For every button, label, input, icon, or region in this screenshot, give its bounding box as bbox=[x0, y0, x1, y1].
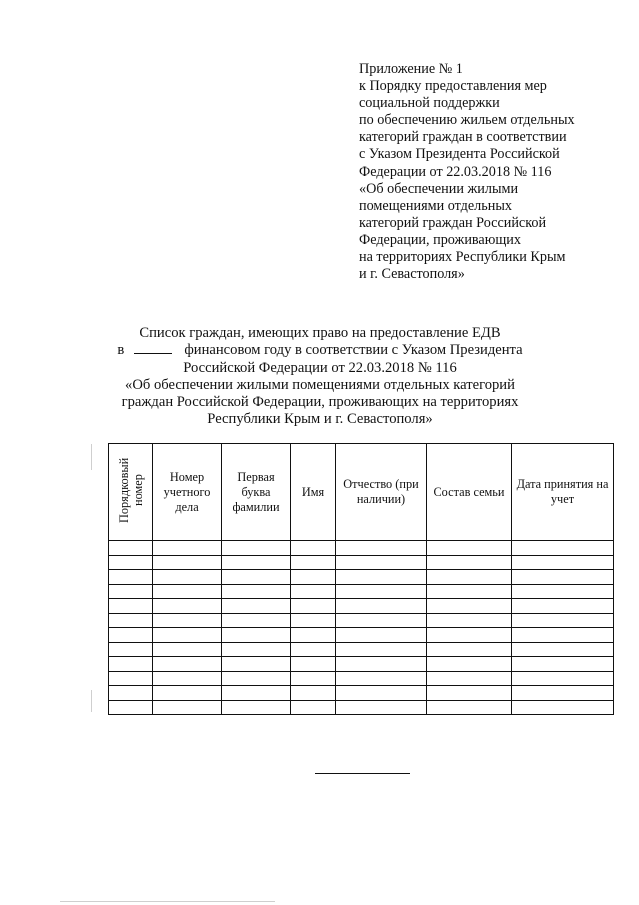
table-cell bbox=[336, 541, 427, 556]
table-cell bbox=[109, 628, 153, 643]
table-cell bbox=[336, 671, 427, 686]
table-cell bbox=[512, 657, 614, 672]
table-cell bbox=[427, 686, 512, 701]
table-cell bbox=[427, 628, 512, 643]
table-cell bbox=[291, 584, 336, 599]
scan-edge-mark bbox=[91, 690, 92, 712]
table-cell bbox=[427, 570, 512, 585]
column-header: Состав семьи bbox=[427, 444, 512, 541]
table-row bbox=[109, 570, 614, 585]
table-cell bbox=[222, 671, 291, 686]
table-row bbox=[109, 671, 614, 686]
table-cell bbox=[109, 541, 153, 556]
table-cell bbox=[427, 599, 512, 614]
column-header: Дата принятия на учет bbox=[512, 444, 614, 541]
table-cell bbox=[109, 657, 153, 672]
table-cell bbox=[153, 642, 222, 657]
title-line: Список граждан, имеющих право на предоставление ЕДВ bbox=[139, 325, 501, 341]
table-cell bbox=[222, 584, 291, 599]
table-cell bbox=[222, 570, 291, 585]
appendix-line: по обеспечению жильем отдельных bbox=[359, 112, 575, 129]
table-cell bbox=[222, 686, 291, 701]
table-cell bbox=[109, 671, 153, 686]
title-line: граждан Российской Федерации, проживающих на территориях bbox=[121, 394, 519, 411]
appendix-line: помещениями отдельных bbox=[359, 197, 512, 214]
appendix-line: Федерации от 22.03.2018 № 116 bbox=[359, 163, 552, 180]
title-line: Российской Федерации от 22.03.2018 № 116 bbox=[183, 359, 457, 376]
table-cell bbox=[336, 570, 427, 585]
table-row bbox=[109, 541, 614, 556]
table-cell bbox=[222, 599, 291, 614]
appendix-line: к Порядку предоставления мер bbox=[359, 78, 547, 95]
table-cell bbox=[512, 599, 614, 614]
appendix-line: категорий граждан Российской bbox=[359, 214, 547, 231]
table-header-row bbox=[109, 444, 614, 541]
table-cell bbox=[291, 613, 336, 628]
table-cell bbox=[109, 700, 153, 715]
table-cell bbox=[427, 700, 512, 715]
table-cell bbox=[109, 613, 153, 628]
table-cell bbox=[222, 642, 291, 657]
title-line: Республики Крым и г. Севастополя» bbox=[207, 411, 433, 428]
table-body bbox=[109, 541, 614, 715]
title-prefix: в bbox=[117, 342, 125, 359]
table-row bbox=[109, 686, 614, 701]
column-header: Первая буква фамилии bbox=[222, 444, 291, 541]
appendix-line: и г. Севастополя» bbox=[359, 266, 465, 283]
table-cell bbox=[109, 570, 153, 585]
scan-edge-mark bbox=[60, 901, 275, 902]
table-cell bbox=[291, 570, 336, 585]
appendix-line: Приложение № 1 bbox=[359, 61, 463, 77]
table-cell bbox=[336, 686, 427, 701]
table-cell bbox=[512, 555, 614, 570]
table-cell bbox=[427, 584, 512, 599]
table-row bbox=[109, 599, 614, 614]
appendix-line: с Указом Президента Российской bbox=[359, 146, 560, 163]
table-cell bbox=[153, 584, 222, 599]
table-cell bbox=[336, 700, 427, 715]
table-cell bbox=[512, 570, 614, 585]
table-cell bbox=[153, 671, 222, 686]
table-cell bbox=[512, 642, 614, 657]
table-cell bbox=[153, 555, 222, 570]
citizens-table bbox=[108, 443, 614, 715]
table-cell bbox=[222, 628, 291, 643]
title-line: «Об обеспечении жилыми помещениями отдельных категорий bbox=[125, 376, 515, 393]
table-cell bbox=[336, 599, 427, 614]
table-cell bbox=[222, 541, 291, 556]
table-cell bbox=[153, 700, 222, 715]
table-cell bbox=[427, 555, 512, 570]
table-cell bbox=[153, 613, 222, 628]
title-suffix: финансовом году в соответствии с Указом Президента bbox=[184, 342, 523, 359]
column-header: Отчество (при наличии) bbox=[336, 444, 427, 541]
table-cell bbox=[512, 686, 614, 701]
appendix-line: «Об обеспечении жилыми bbox=[359, 180, 519, 197]
appendix-line: социальной поддержки bbox=[359, 95, 500, 112]
table-cell bbox=[336, 555, 427, 570]
table-cell bbox=[222, 700, 291, 715]
table-cell bbox=[512, 541, 614, 556]
table-cell bbox=[109, 584, 153, 599]
header-ordinal-number: Порядковый номер bbox=[116, 457, 145, 523]
table-cell bbox=[427, 642, 512, 657]
appendix-line: на территориях Республики Крым bbox=[359, 249, 566, 266]
table-row bbox=[109, 657, 614, 672]
scan-edge-mark bbox=[91, 444, 92, 470]
table-cell bbox=[153, 570, 222, 585]
table-row bbox=[109, 613, 614, 628]
table-cell bbox=[222, 613, 291, 628]
appendix-line: категорий граждан в соответствии bbox=[359, 129, 567, 146]
table-cell bbox=[291, 599, 336, 614]
table-cell bbox=[512, 700, 614, 715]
document-title bbox=[100, 325, 540, 429]
year-blank-field bbox=[134, 342, 172, 354]
table-cell bbox=[291, 628, 336, 643]
table-cell bbox=[336, 613, 427, 628]
table-cell bbox=[291, 671, 336, 686]
table-row bbox=[109, 584, 614, 599]
column-header bbox=[109, 444, 153, 541]
table-cell bbox=[291, 657, 336, 672]
column-header: Номер учетного дела bbox=[153, 444, 222, 541]
table-cell bbox=[153, 686, 222, 701]
table-cell bbox=[291, 700, 336, 715]
table-cell bbox=[427, 613, 512, 628]
table-cell bbox=[336, 628, 427, 643]
table-cell bbox=[222, 657, 291, 672]
table-cell bbox=[512, 628, 614, 643]
table-row bbox=[109, 628, 614, 643]
table-cell bbox=[512, 671, 614, 686]
table-cell bbox=[109, 642, 153, 657]
table-cell bbox=[336, 584, 427, 599]
table-cell bbox=[153, 657, 222, 672]
table-cell bbox=[109, 555, 153, 570]
table-cell bbox=[291, 642, 336, 657]
table-cell bbox=[512, 584, 614, 599]
signature-line bbox=[315, 773, 410, 774]
table-cell bbox=[336, 642, 427, 657]
appendix-note bbox=[359, 61, 619, 283]
table-row bbox=[109, 555, 614, 570]
table-cell bbox=[291, 541, 336, 556]
table-cell bbox=[427, 541, 512, 556]
table-cell bbox=[512, 613, 614, 628]
table-cell bbox=[153, 541, 222, 556]
table-cell bbox=[427, 657, 512, 672]
table-cell bbox=[109, 599, 153, 614]
table-cell bbox=[291, 555, 336, 570]
table-cell bbox=[153, 628, 222, 643]
table-cell bbox=[336, 657, 427, 672]
title-line bbox=[100, 342, 540, 359]
table-row bbox=[109, 642, 614, 657]
table-cell bbox=[427, 671, 512, 686]
table-cell bbox=[222, 555, 291, 570]
table-cell bbox=[153, 599, 222, 614]
column-header: Имя bbox=[291, 444, 336, 541]
table-row bbox=[109, 700, 614, 715]
appendix-line: Федерации, проживающих bbox=[359, 231, 521, 248]
table-cell bbox=[109, 686, 153, 701]
table-cell bbox=[291, 686, 336, 701]
